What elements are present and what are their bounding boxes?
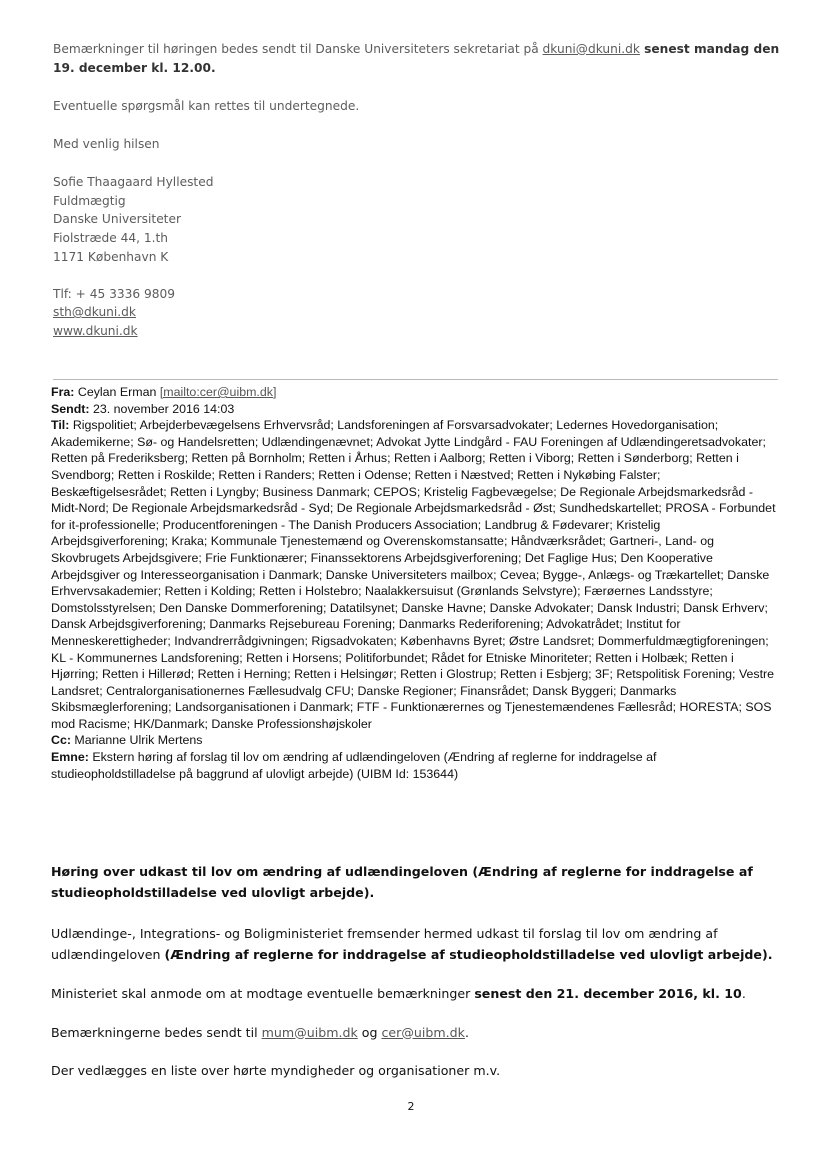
to-row: [51, 417, 778, 732]
cer-email-link[interactable]: cer@uibm.dk: [381, 1024, 465, 1040]
to-value: Rigspolitiet; Arbejderbevægelsens Erhvervsråd; Landsforeningen af Forsvarsadvokater; Ledernes Hovedorganisation; Akademikerne; Sø- og Handelsretten; Udlændingenævnet; Advokat Jytte Lindgård - FAU Foreningen af Udlændingeretsadvokater; Retten på Frederiksberg; Retten på Bornholm; Retten i Århus; Retten i Aalborg; Retten i Viborg; Retten i Sønderborg; Retten i Svendborg; Retten i Roskilde; Retten i Randers; Retten i Odense; Retten i Næstved; Retten i Nykøbing Falster; Beskæftigelsesrådet; Retten i Lyngby; Business Danmark; CEPOS; Kristelig Fagbevægelse; De Regionale Arbejdsmarkedsråd - Midt-Nord; De Regionale Arbejdsmarkedsråd - Syd; De Regionale Arbejdsmarkedsråd - Øst; Sundhedskartellet; PROSA - Forbundet for it-professionelle; Producentforeningen - The Danish Producers Association; Landbrug & Fødevarer; Kristelig Arbejdsgiverforening; Kraka; Kommunale Tjenestemænd og Overenskomstansatte; Håndværksrådet; Gartneri-, Land- og Skovbrugets Arbejdsgivere; Frie Funktionærer; Finanssektorens Arbejdsgiverforening; Det Faglige Hus; Den Kooperative Arbejdsgiver og Interesseorganisation i Danmark; Danske Universiteters mailbox; Cevea; Bygge-, Anlægs- og Trækartellet; Danske Erhvervsakademier; Retten i Kolding; Retten i Holstebro; Naalakkersuisut (Grønlands Selvstyre); Færøernes Landsstyre; Domstolsstyrelsen; Den Danske Dommerforening; Datatilsynet; Danske Havne; Danske Advokater; Dansk Industri; Dansk Erhverv; Dansk Arbejdsgiverforening; Danmarks Rejsebureau Forening; Danmarks Rederiforening; Advokatrådet; Institut for Menneskerettigheder; Indvandrerrådgivningen; Rigsadvokaten; Københavns Byret; Østre Landsret; Dommerfuldmægtigforeningen; KL - Kommunernes Landsforening; Retten i Horsens; Politiforbundet; Rådet for Etniske Minoriteter; Retten i Holbæk; Retten i Hjørring; Retten i Hillerød; Retten i Herning; Retten i Helsingør; Retten i Glostrup; Retten i Esbjerg; 3F; Retspolitisk Forening; Vestre Landsret; Centralorganisationernes Fællesudvalg CFU; Danske Regioner; Finansrådet; Dansk Byggeri; Danmarks Skibsmæglerforening; Landsorganisationen i Danmark; FTF - Funktionærernes og Tjenestemændenes Fællesråd; HORESTA; SOS mod Racisme; HK/Danmark; Danske Professionshøjskoler: [51, 418, 776, 731]
signature-city: 1171 København K: [53, 249, 169, 264]
mum-email-link[interactable]: mum@uibm.dk: [261, 1024, 358, 1040]
cc-value: Marianne Ulrik Mertens: [74, 733, 203, 748]
sent-row: [51, 401, 778, 418]
body-paragraph-3: [51, 1023, 786, 1044]
signature-contact: [53, 285, 788, 341]
from-label: Fra:: [51, 385, 75, 399]
subject-row: [51, 749, 778, 782]
greeting: Med venlig hilsen: [53, 137, 160, 151]
signature-phone: Tlf: + 45 3336 9809: [53, 286, 176, 301]
forwarded-email-header: [51, 384, 778, 782]
from-value: Ceylan Erman: [77, 385, 160, 399]
from-mailto-link[interactable]: [mailto:cer@uibm.dk]: [159, 385, 277, 399]
p2-deadline: senest den 21. december 2016, kl. 10: [474, 986, 742, 1001]
cover-note: [53, 40, 788, 341]
p2-text: Ministeriet skal anmode om at modtage eventuelle bemærkninger: [51, 986, 475, 1001]
body-paragraph-2: [51, 984, 786, 1005]
sent-value: 23. november 2016 14:03: [93, 401, 235, 416]
p3-and: og: [357, 1024, 382, 1040]
subject-value: Ekstern høring af forslag til lov om ændring af udlændingeloven (Ændring af reglerne for inddragelse af studieopholdstilladelse på baggrund af ulovligt arbejde) (UIBM Id: 153644): [51, 750, 657, 781]
intro-text: Bemærkninger til høringen bedes sendt til Danske Universiteters sekretariat på: [53, 42, 543, 56]
subject-label: Emne:: [51, 750, 89, 765]
intro-paragraph: [53, 40, 788, 78]
body-paragraph-4: Der vedlægges en liste over hørte myndigheder og organisationer m.v.: [51, 1063, 501, 1078]
signature-org: Danske Universiteter: [53, 212, 181, 227]
signature-email-link[interactable]: sth@dkuni.dk: [53, 305, 136, 320]
body-paragraph-1: [51, 924, 786, 965]
to-label: Til:: [51, 418, 70, 433]
signature-name: Sofie Thaagaard Hyllested: [53, 175, 214, 189]
intro-deadline: senest mandag den 19. december kl. 12.00.: [53, 42, 780, 75]
email-body: [51, 862, 786, 1082]
question-line: Eventuelle spørgsmål kan rettes til undertegnede.: [53, 99, 360, 113]
p2-end: .: [741, 986, 746, 1001]
p1-text: Udlændinge-, Integrations- og Boligministeriet fremsender hermed udkast til forslag til lov om ændring af udlændingeloven: [51, 926, 718, 962]
signature-block: [53, 173, 788, 341]
p3-text: Bemærkningerne bedes sendt til: [51, 1024, 262, 1040]
cc-row: [51, 732, 778, 749]
signature-title: Fuldmægtig: [53, 193, 126, 208]
from-row: [51, 384, 778, 401]
dkuni-email-link[interactable]: dkuni@dkuni.dk: [542, 42, 640, 56]
signature-street: Fiolstræde 44, 1.th: [53, 231, 168, 246]
cc-label: Cc:: [51, 733, 71, 748]
p1-bold: (Ændring af reglerne for inddragelse af studieopholdstilladelse ved ulovligt arbejde).: [164, 946, 773, 962]
body-heading: Høring over udkast til lov om ændring af udlændingeloven (Ændring af reglerne for inddragelse af studieopholdstilladelse ved ulovligt arbejde).: [51, 864, 753, 900]
sent-label: Sendt:: [51, 401, 90, 416]
signature-web-link[interactable]: www.dkuni.dk: [53, 323, 138, 338]
email-divider: [53, 379, 778, 380]
p3-end: .: [464, 1024, 469, 1040]
page-number: 2: [407, 1100, 415, 1113]
